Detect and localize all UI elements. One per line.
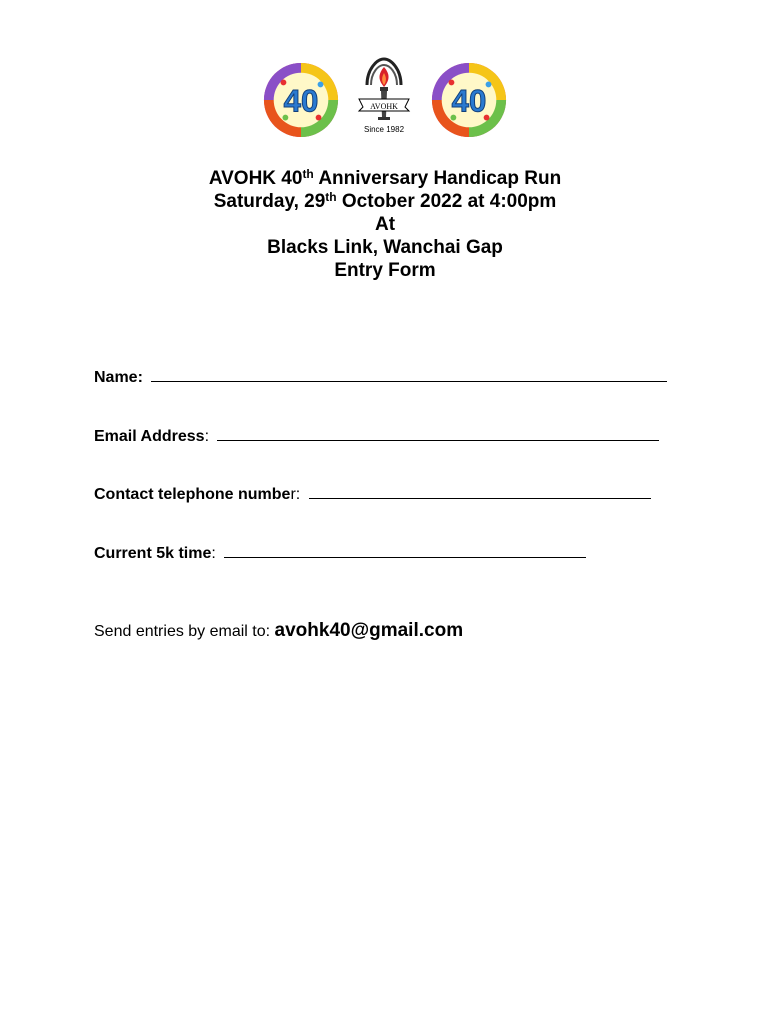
contact-email[interactable]: avohk40@gmail.com [274, 620, 464, 641]
phone-label: Contact telephone numbe [94, 486, 291, 503]
email-label: Email Address [94, 428, 205, 445]
since-text: Since 1982 [363, 125, 405, 134]
phone-blank-line[interactable] [309, 484, 651, 499]
send-entries-text: Send entries by email to: [94, 623, 275, 640]
phone-field: Contact telephone number: [94, 484, 651, 504]
title-line-venue: Blacks Link, Wanchai Gap [267, 237, 503, 258]
svg-text:AVOHK: AVOHK [370, 102, 398, 111]
title-line-event: AVOHK 40th Anniversary Handicap Run [208, 167, 562, 189]
name-label: Name: [94, 369, 143, 386]
svg-text:40: 40 [283, 83, 319, 119]
title-line-at: At [374, 214, 396, 235]
name-blank-line[interactable] [151, 367, 667, 382]
name-field [94, 367, 667, 387]
event-title-block [0, 167, 770, 282]
time-blank-line[interactable] [224, 543, 586, 558]
email-blank-line[interactable] [217, 426, 659, 441]
svg-text:40: 40 [451, 83, 487, 119]
time-label: Current 5k time [94, 545, 212, 562]
anniversary-40-balloon-left [262, 61, 340, 139]
title-line-date: Saturday, 29th October 2022 at 4:00pm [213, 190, 557, 212]
anniversary-40-balloon-right [430, 61, 508, 139]
time-field: Current 5k time: [94, 543, 586, 563]
send-entries-line [94, 620, 463, 642]
title-line-entry-form: Entry Form [334, 260, 436, 281]
header-logos [0, 45, 770, 145]
email-field: Email Address: [94, 426, 659, 446]
